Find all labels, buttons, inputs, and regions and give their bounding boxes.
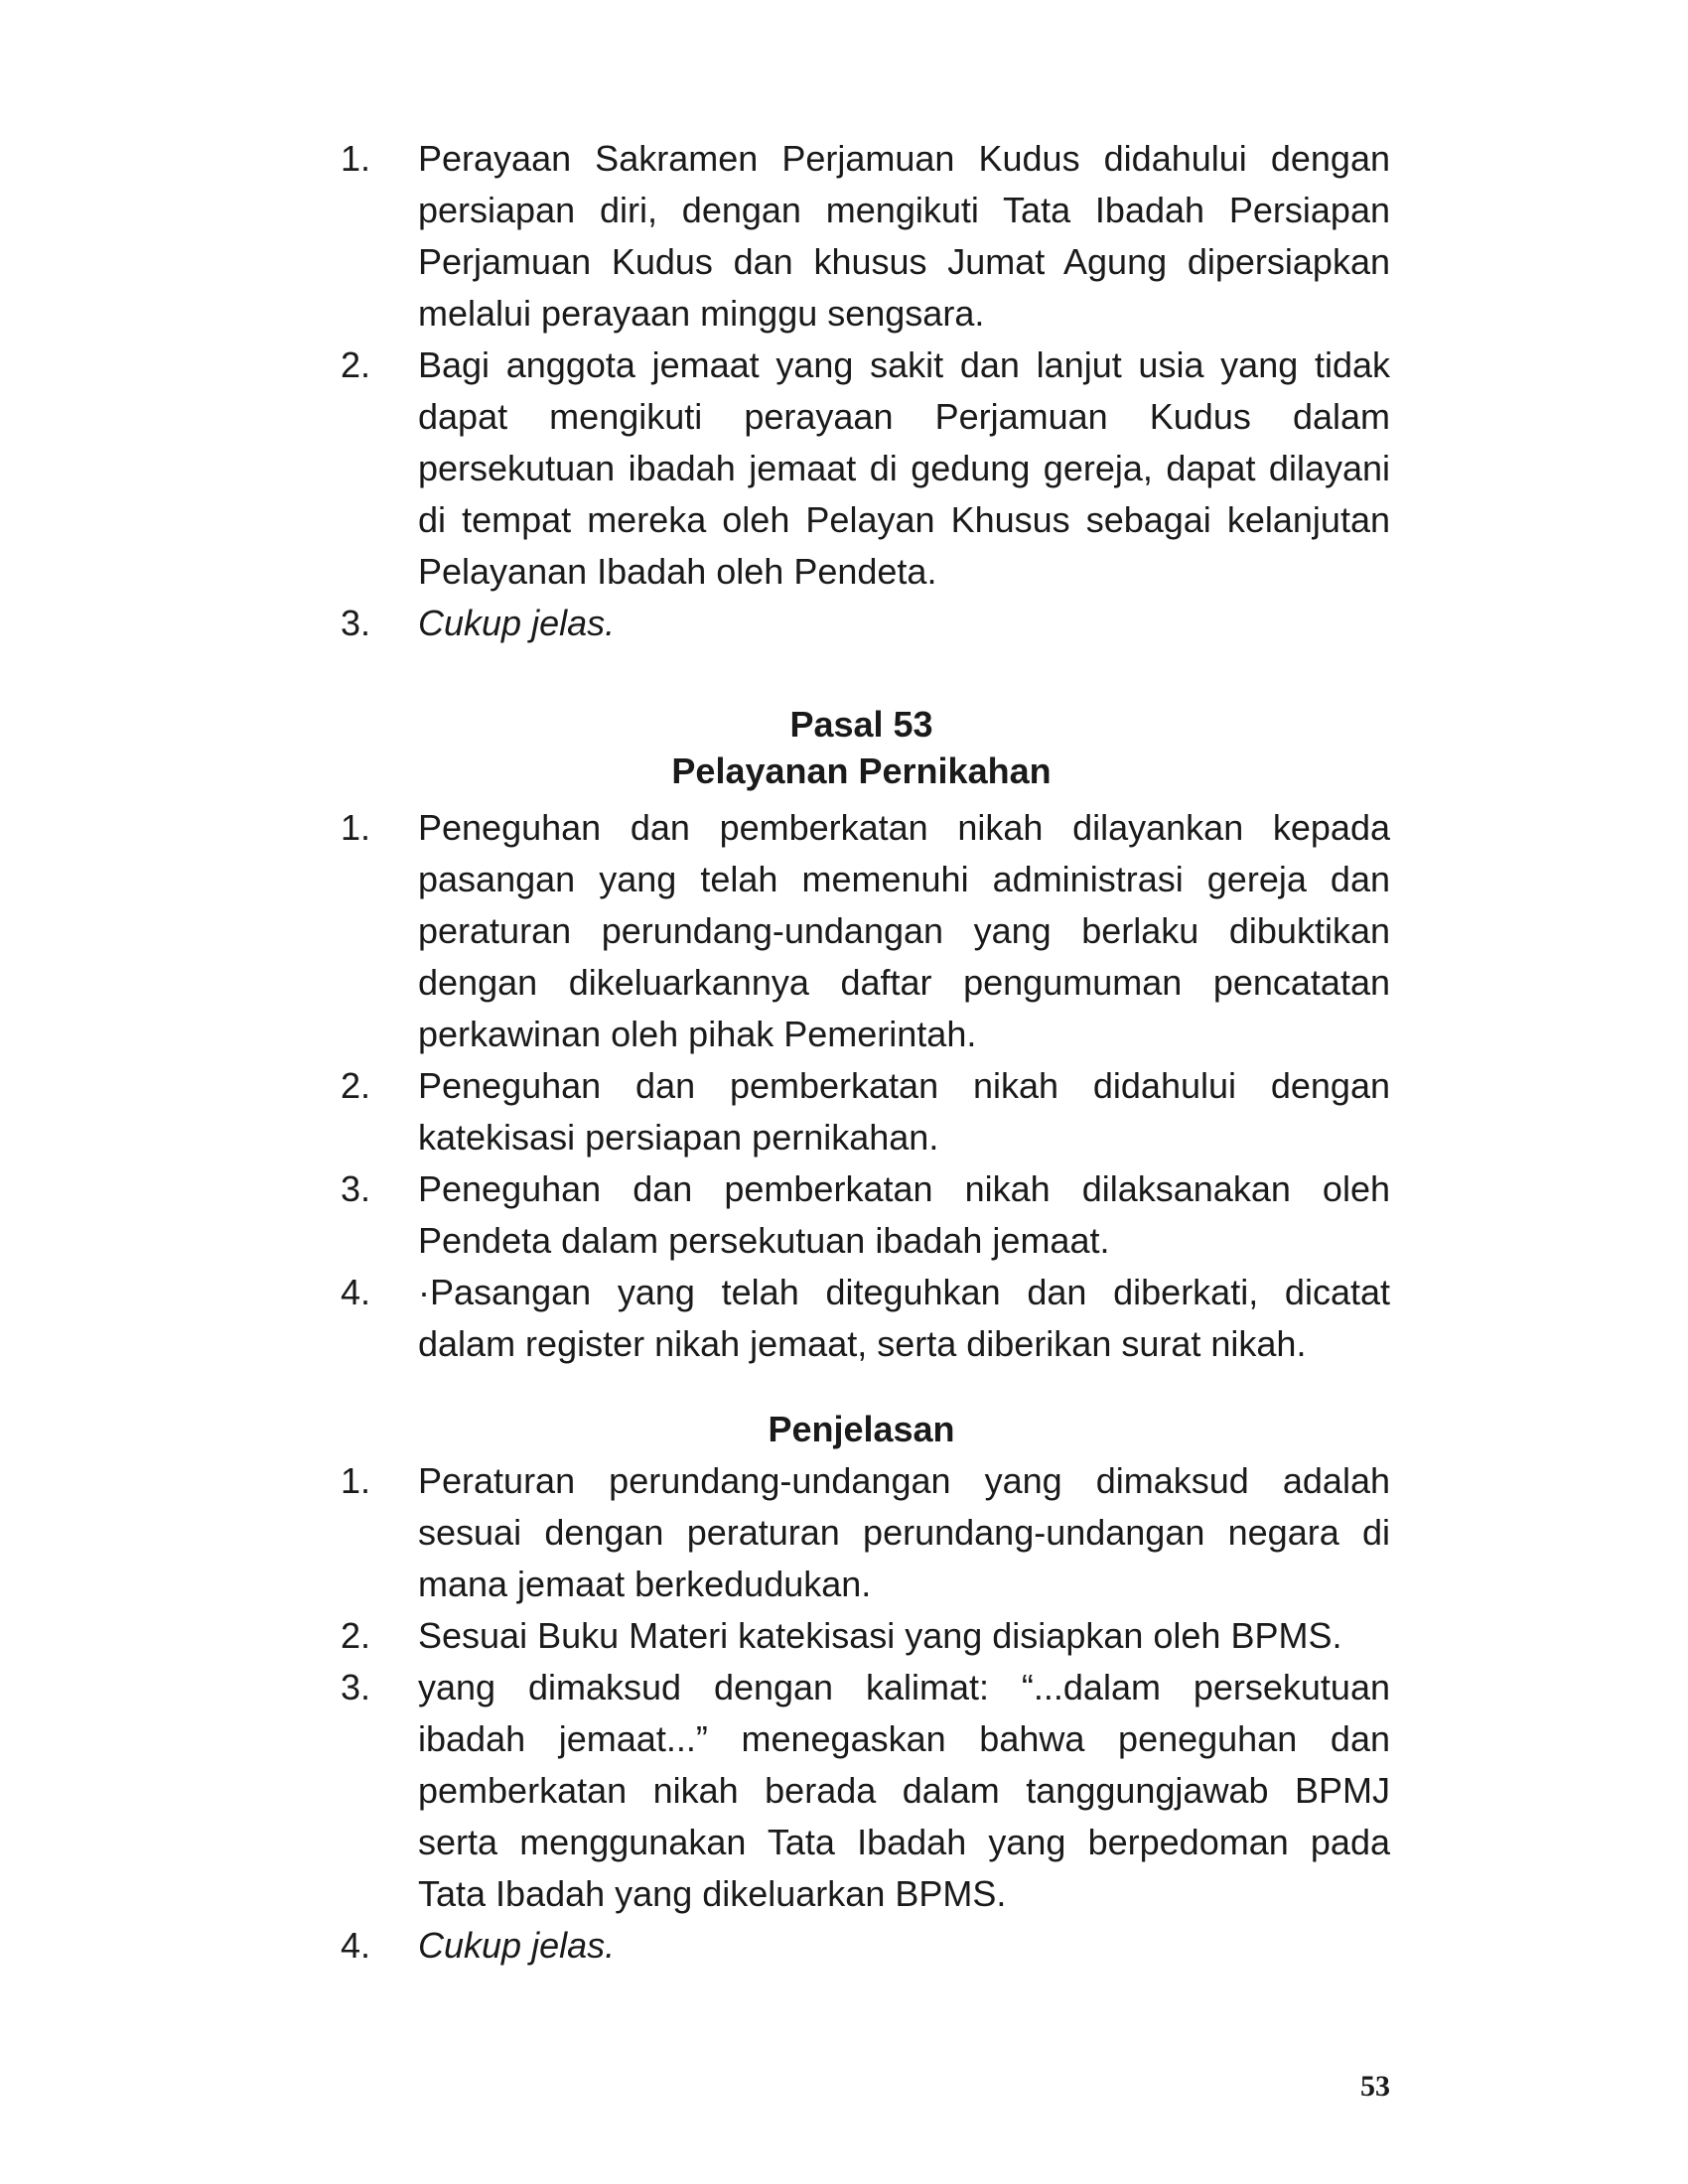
penjelasan-title: Penjelasan (768, 1409, 955, 1449)
item-number: 2. (341, 1065, 371, 1106)
item-number: 3. (341, 1667, 371, 1707)
list-item (333, 340, 1390, 598)
section1-list (333, 133, 1390, 649)
item-number: 2. (341, 344, 371, 385)
item-text: Perayaan Sakramen Perjamuan Kudus didahului dengan persiapan diri, dengan mengikuti Tata Ibadah Persiapan Perjamuan Kudus dan khusus Jumat Agung dipersiapkan melalui perayaan minggu sengsara. (418, 138, 1390, 334)
list-item (333, 1455, 1390, 1610)
item-number: 3. (341, 603, 371, 643)
item-number: 1. (341, 807, 371, 848)
list-item (333, 1662, 1390, 1920)
item-text: ·Pasangan yang telah diteguhkan dan diberkati, dicatat dalam register nikah jemaat, serta diberikan surat nikah. (418, 1272, 1390, 1364)
item-text: yang dimaksud dengan kalimat: “...dalam persekutuan ibadah jemaat...” menegaskan bahwa peneguhan dan pemberkatan nikah berada dalam tanggungjawab BPMJ serta menggunakan Tata Ibadah yang berpedoman pada Tata Ibadah yang dikeluarkan BPMS. (418, 1667, 1390, 1914)
item-text: Peneguhan dan pemberkatan nikah dilaksanakan oleh Pendeta dalam persekutuan ibadah jemaat. (418, 1168, 1390, 1261)
item-text: Peneguhan dan pemberkatan nikah dilayankan kepada pasangan yang telah memenuhi administrasi gereja dan peraturan perundang-undangan yang berlaku dibuktikan dengan dikeluarkannya daftar pengumuman pencatatan perkawinan oleh pihak Pemerintah. (418, 807, 1390, 1054)
item-text: Cukup jelas. (418, 1925, 616, 1966)
list-item (333, 1267, 1390, 1370)
pasal-subtitle: Pelayanan Pernikahan (671, 751, 1052, 791)
pasal-list (333, 802, 1390, 1370)
list-item (333, 802, 1390, 1060)
pasal-title: Pasal 53 (789, 704, 933, 745)
item-number: 4. (341, 1272, 371, 1312)
item-text: Peraturan perundang-undangan yang dimaksud adalah sesuai dengan peraturan perundang-undangan negara di mana jemaat berkedudukan. (418, 1460, 1390, 1604)
list-item (333, 1060, 1390, 1163)
item-number: 4. (341, 1925, 371, 1966)
list-item (333, 598, 1390, 649)
list-item (333, 1920, 1390, 1972)
list-item (333, 133, 1390, 340)
item-text: Bagi anggota jemaat yang sakit dan lanjut usia yang tidak dapat mengikuti perayaan Perjamuan Kudus dalam persekutuan ibadah jemaat di gedung gereja, dapat dilayani di tempat mereka oleh Pelayan Khusus sebagai kelanjutan Pelayanan Ibadah oleh Pendeta. (418, 344, 1390, 592)
item-number: 3. (341, 1168, 371, 1209)
list-item (333, 1610, 1390, 1662)
penjelasan-list (333, 1455, 1390, 1972)
page-number: 53 (1360, 2070, 1390, 2103)
item-text: Sesuai Buku Materi katekisasi yang disiapkan oleh BPMS. (418, 1615, 1342, 1656)
item-number: 2. (341, 1615, 371, 1656)
item-text: Cukup jelas. (418, 603, 616, 643)
item-number: 1. (341, 138, 371, 179)
item-number: 1. (341, 1460, 371, 1501)
item-text: Peneguhan dan pemberkatan nikah didahului dengan katekisasi persiapan pernikahan. (418, 1065, 1390, 1158)
list-item (333, 1163, 1390, 1267)
